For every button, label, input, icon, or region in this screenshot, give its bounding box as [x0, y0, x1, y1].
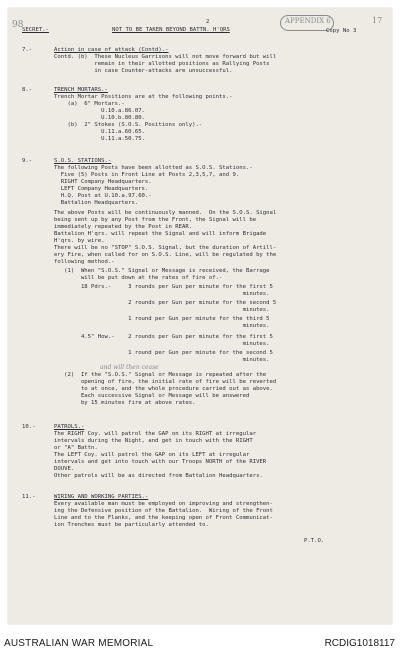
section-line: Contd. (b) These Nucleus Garrisons will not move forward but will: [54, 54, 277, 60]
section-line: Other patrols will be as directed from Battalion Headquarters.: [54, 473, 263, 479]
section-line: to at once, and the whole procedure carried out as above.: [54, 386, 273, 392]
please-turn-over: P.T.O.: [304, 538, 325, 544]
section-line: opening of fire, the initial rate of fire will be reverted: [54, 379, 277, 385]
fire-rate-line: 4.5" How.- 2 rounds per Gun per minute for the first 5: [54, 334, 273, 340]
section-line: or "A" Battn.: [54, 445, 98, 451]
document-title: NOT TO BE TAKEN BEYOND BATTN. H'QRS: [112, 27, 230, 33]
section-line: The LEFT Coy. will patrol the GAP on its LEFT at irregular: [54, 452, 250, 458]
section-line: Five (5) Posts in Front Line at Posts 2,3,5,7, and 9.: [54, 172, 240, 178]
section-line: Each successive Signal or Message will be answered: [54, 393, 250, 399]
section-line: intervals and get into touch with our Troops NORTH of the RIVER: [54, 459, 267, 465]
section-line: (a) 6" Mortars.-: [54, 101, 125, 107]
section-line: Action in case of attack (Contd).-: [54, 47, 169, 53]
fire-rate-line: minutes.: [54, 323, 270, 329]
record-id: RCDIG1018117: [324, 638, 395, 649]
typed-order: [8, 8, 392, 624]
section-line: RIGHT Company Headquarters.: [54, 179, 152, 185]
pencil-annotation: and will then cease: [100, 364, 159, 371]
section-line: LEFT Company Headquarters.: [54, 186, 149, 192]
section-heading: TRENCH MORTARS.-: [54, 87, 108, 93]
fire-rate-line: minutes.: [54, 291, 270, 297]
archive-reference: 98: [12, 20, 24, 30]
section-heading: S.O.S. STATIONS.-: [54, 158, 112, 164]
institution-name: AUSTRALIAN WAR MEMORIAL: [4, 638, 154, 649]
section-line: ery Fire, when called for on S.O.S. Line, will be regulated by the: [54, 252, 277, 258]
section-line: following method.-: [54, 259, 115, 265]
fire-rate-line: 2 rounds per Gun per minute for the second 5: [54, 300, 277, 306]
section-line: in case Counter-attacks are unsuccessful.: [54, 68, 233, 74]
section-line: immediately repeated by the Post in REAR.: [54, 224, 193, 230]
fire-rate-line: 18 Pdrs.- 3 rounds per Gun per minute for the first 5: [54, 284, 273, 290]
appendix-note: APPENDIX 6: [285, 17, 331, 25]
section-number: 9.-: [22, 158, 33, 164]
grid-reference: U.11.a.50.75.: [54, 136, 145, 142]
section-line: (b) 2" Stokes (S.O.S. Positions only).-: [54, 122, 203, 128]
section-number: 8.-: [22, 87, 33, 93]
section-line: DOUVE.: [54, 466, 75, 472]
section-line: There will be no "STOP" S.O.S. Signal, but the duration of Artill-: [54, 245, 277, 251]
fire-rate-line: minutes.: [54, 307, 270, 313]
section-line: H'qrs. by wire.: [54, 238, 105, 244]
section-line: H.Q. Post at U.10.a.97.60.-: [54, 193, 152, 199]
section-number: 7.-: [22, 47, 33, 53]
document-page: [8, 8, 392, 624]
section-line: ion Trenches must be particularly attended to.: [54, 522, 209, 528]
copy-number: Copy No 3: [326, 28, 357, 34]
section-line: Battalion H'qrs. will repeat the Signal and will inform Brigade: [54, 231, 267, 237]
secret-marking: SECRET.-: [22, 27, 49, 33]
section-heading: PATROLS.-: [54, 424, 85, 430]
section-line: intervals during the Night, and get in touch with the RIGHT: [54, 438, 253, 444]
fire-rate-line: 1 round per Gun per minute for the second 5: [54, 350, 273, 356]
grid-reference: U.10.a.86.07.: [54, 108, 145, 114]
section-line: (2) If the "S.O.S." Signal or Message is repeated after the: [54, 372, 267, 378]
grid-reference: U.10.b.80.80.: [54, 115, 145, 121]
section-line: Battalion Headquarters.: [54, 200, 139, 206]
section-line: Trench Mortar Positions are at the following points.-: [54, 94, 233, 100]
folio-number: 17: [372, 16, 383, 25]
section-line: remain in their allotted positions as Rallying Posts: [54, 61, 270, 67]
section-line: The following Posts have been allotted as S.O.S. Stations.-: [54, 165, 253, 171]
section-line: being sent up by any Post from the Front, the Signal will be: [54, 217, 257, 223]
section-heading: WIRING AND WORKING PARTIES.-: [54, 494, 149, 500]
fire-rate-line: 1 round per Gun per minute for the third 5: [54, 316, 270, 322]
section-line: Every available man must be employed on improving and strengthen-: [54, 501, 273, 507]
section-line: Line and to the Flanks, and the keeping open of Front Communicat-: [54, 515, 273, 521]
section-line: The above Posts will be continuously manned. On the S.O.S. Signal: [54, 210, 277, 216]
section-line: by 15 minutes fire at above rates.: [54, 400, 196, 406]
fire-rate-line: minutes.: [54, 357, 270, 363]
grid-reference: U.11.a.60.65.: [54, 129, 145, 135]
fire-rate-line: minutes.: [54, 341, 270, 347]
section-number: 10.-: [22, 424, 36, 430]
section-line: (1) When "S.O.S." Signal or Message is received, the Barrage: [54, 268, 270, 274]
section-number: 11.-: [22, 494, 36, 500]
section-line: The RIGHT Coy. will patrol the GAP on its RIGHT at irregular: [54, 431, 257, 437]
archive-footer: [0, 626, 403, 654]
page-number: 2: [206, 19, 210, 25]
section-line: will be put down at the rates of fire of.-: [54, 275, 223, 281]
section-line: ing the Defensive position of the Battalion. Wiring of the Front: [54, 508, 273, 514]
